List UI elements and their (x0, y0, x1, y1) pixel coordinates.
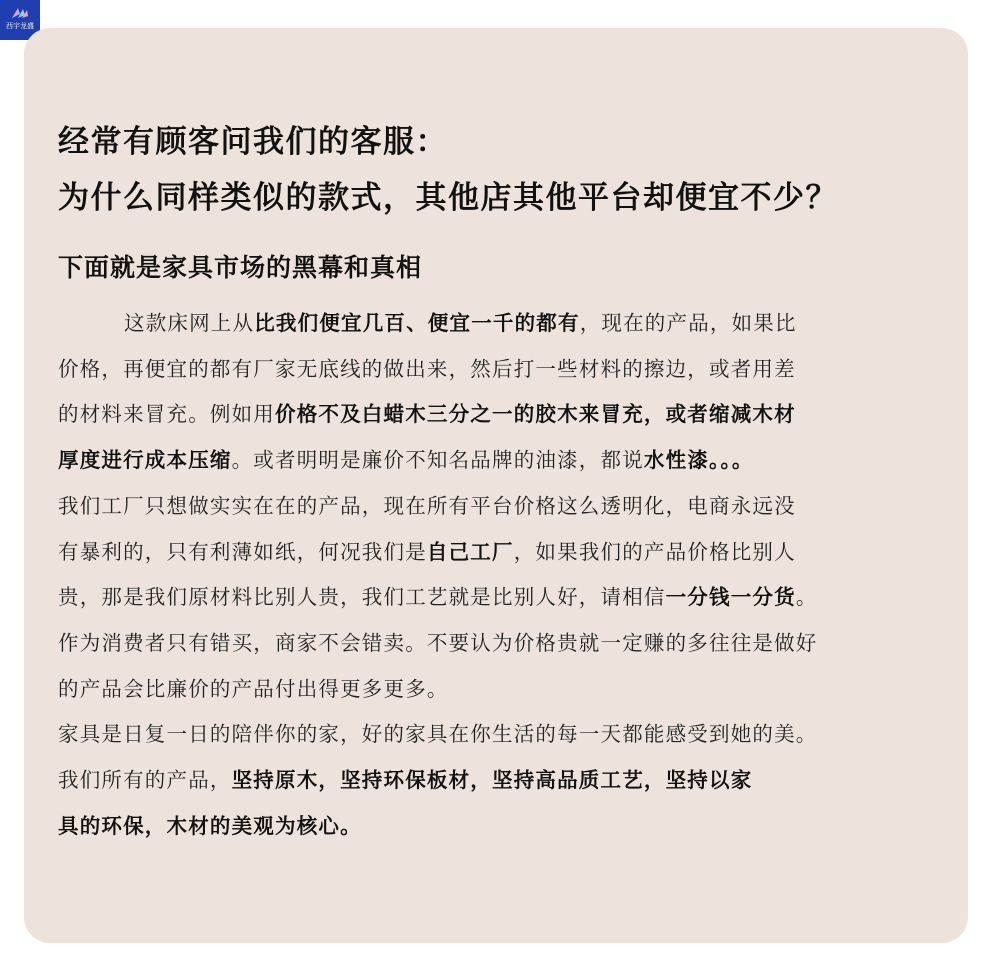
logo-icon (10, 6, 30, 20)
body-text: ，现在的产品，如果比 (579, 311, 797, 335)
emphasis-text: 水性漆。。。 (643, 448, 754, 473)
body-text: 的材料来冒充。例如用 (58, 402, 275, 427)
body-text: 有暴利的，只有利薄如纸，何况我们是 (58, 539, 427, 564)
body-text: 这款床网上从 (124, 311, 255, 335)
body-line (58, 301, 938, 347)
body-text: 的产品会比廉价的产品付出得更多更多。 (58, 676, 449, 701)
section-heading: 下面就是家具市场的黑幕和真相 (58, 253, 423, 282)
body-line (58, 667, 938, 713)
emphasis-text: 自己工厂 (426, 539, 514, 564)
emphasis-text: 厚度进行成本压缩 (58, 448, 232, 473)
body-text: 。或者明明是廉价不知名品牌的油漆，都说 (231, 448, 644, 473)
emphasis-text: 价格不及白蜡木三分之一的胶木来冒充，或者缩减木材 (275, 402, 796, 427)
body-line (58, 484, 938, 530)
emphasis-text: 具的环保，木材的美观为核心。 (58, 813, 362, 838)
body-line (58, 712, 938, 758)
body-text: 我们所有的产品， (58, 768, 232, 793)
body-line (58, 621, 938, 667)
body-line (58, 804, 938, 850)
logo-text: 西宇龙盛 (6, 22, 34, 30)
body-text: 家具是日复一日的陪伴你的家，好的家具在你生活的每一天都能感受到她的美。 (58, 722, 818, 747)
body-line (58, 758, 938, 804)
article-body (58, 301, 938, 849)
page-title (58, 114, 958, 226)
body-line (58, 438, 938, 484)
emphasis-text: 坚持原木，坚持环保板材，坚持高品质工艺，坚持以家 (231, 768, 753, 793)
body-line (58, 392, 938, 438)
title-line-1: 经常有顾客问我们的客服： (58, 124, 448, 160)
title-line-2: 为什么同样类似的款式，其他店其他平台却便宜不少？ (58, 180, 838, 216)
body-text: 价格，再便宜的都有厂家无底线的做出来，然后打一些材料的擦边，或者用差 (58, 356, 796, 381)
body-line (58, 530, 938, 576)
emphasis-text: 比我们便宜几百、便宜一千的都有 (254, 311, 580, 335)
body-text: 贵，那是我们原材料比别人贵，我们工艺就是比别人好，请相信 (58, 585, 666, 610)
body-text: 我们工厂只想做实实在在的产品，现在所有平台价格这么透明化，电商永远没 (58, 493, 796, 518)
body-line (58, 347, 938, 393)
emphasis-text: 一分钱一分货 (665, 585, 796, 610)
body-text: ，如果我们的产品价格比别人 (513, 539, 796, 564)
body-text: 作为消费者只有错买，商家不会错卖。不要认为价格贵就一定赚的多往往是做好 (58, 630, 818, 655)
body-line (58, 575, 938, 621)
body-text: 。 (795, 585, 818, 610)
